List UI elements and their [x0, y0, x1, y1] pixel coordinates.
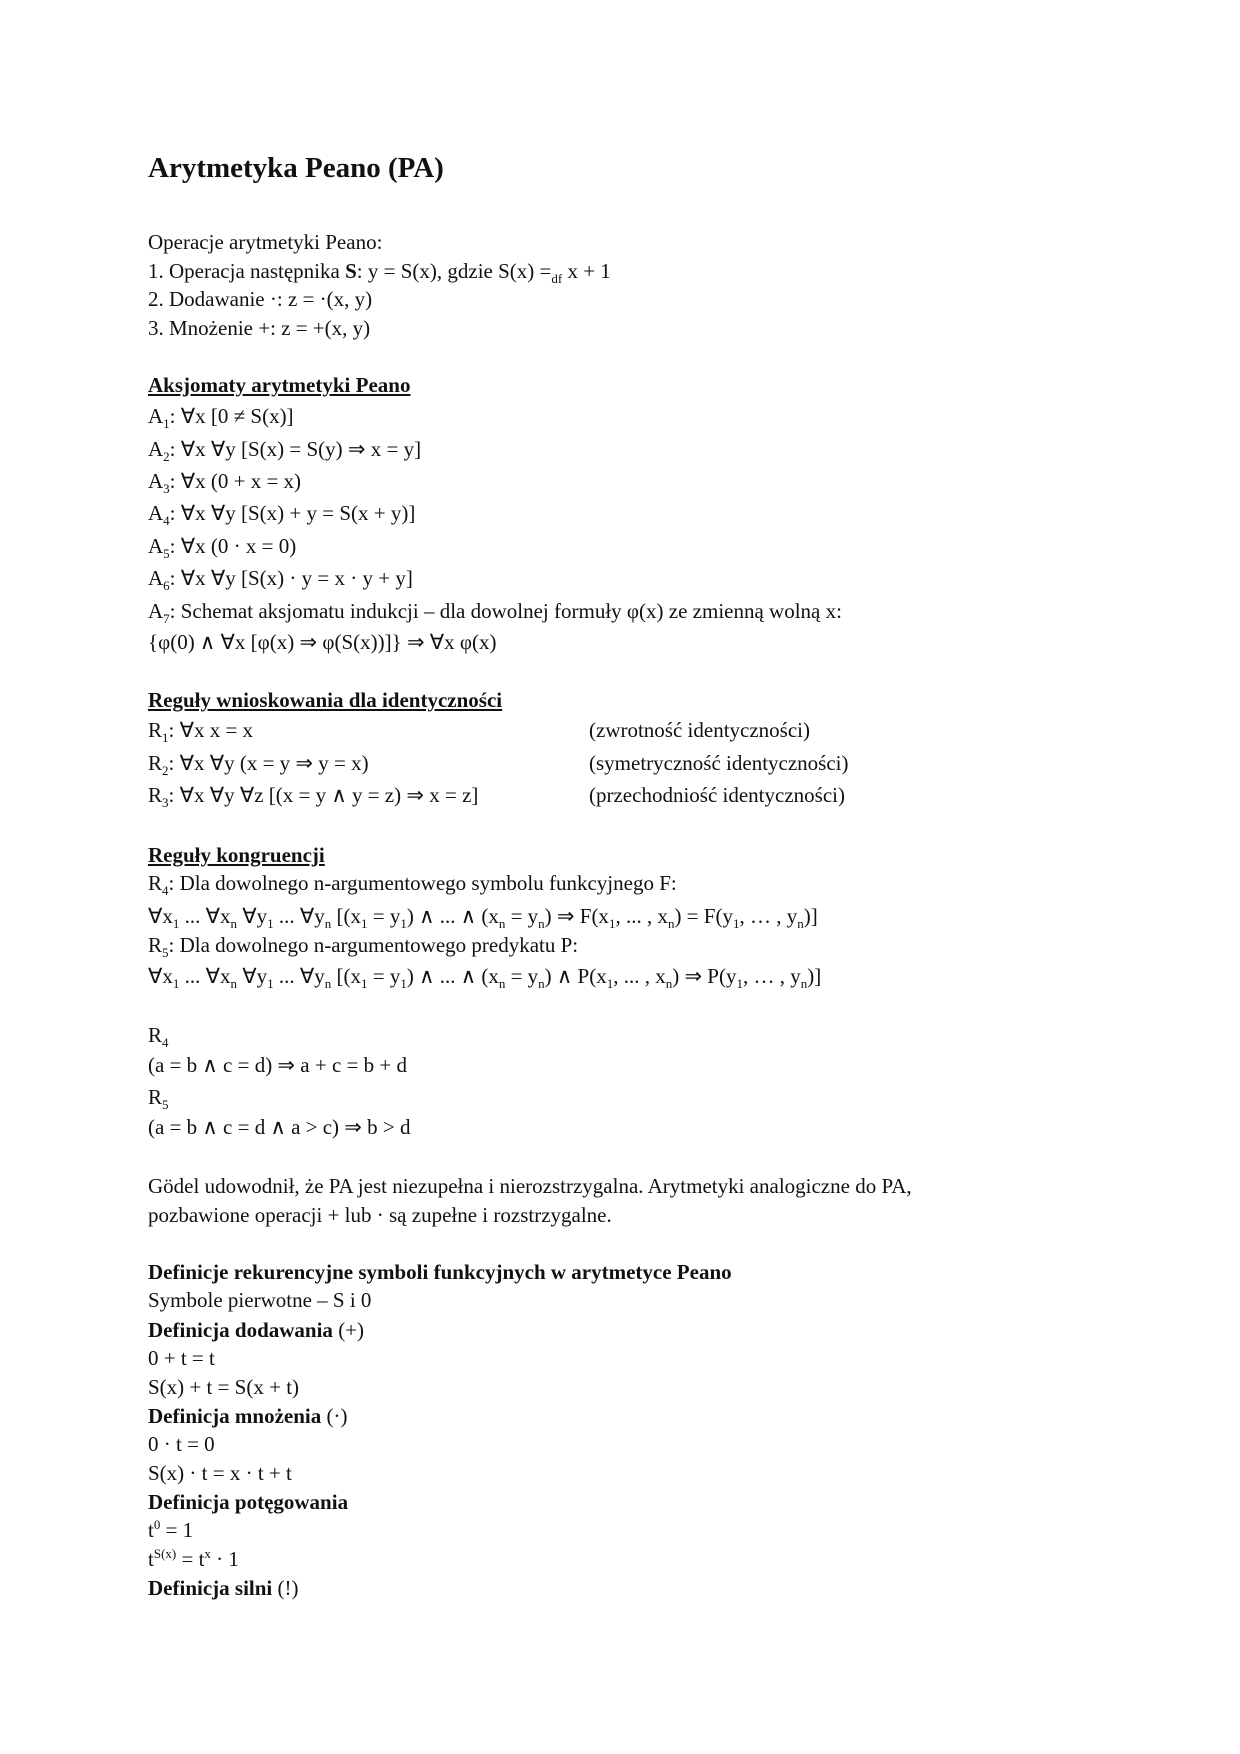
text-segment: : y = S(x), gdzie S(x) =: [356, 259, 552, 283]
text-line: [148, 258, 611, 287]
text-segment: · 1: [210, 1547, 239, 1571]
text-segment: ) ⇒ P(y: [672, 964, 737, 988]
text-segment: ) ⇒ F(x: [544, 904, 609, 928]
text-segment: 3. Mnożenie +: z = +(x, y): [148, 316, 371, 340]
text-line: [148, 1114, 410, 1140]
text-segment: pozbawione operacji + lub · są zupełne i rozstrzygalne.: [148, 1203, 612, 1227]
text-segment: : Schemat aksjomatu indukcji – dla dowolnej formuły φ(x) ze zmienną wolną x:: [169, 599, 842, 623]
text-segment: 1. Operacja następnika: [148, 259, 346, 283]
text-segment: ... ∀x: [179, 964, 231, 988]
text-segment: : Dla dowolnego n-argumentowego symbolu funkcyjnego F:: [168, 871, 677, 895]
text-segment: ) ∧ ... ∧ (x: [406, 904, 499, 928]
subscript: n: [667, 916, 675, 932]
text-line: [148, 1403, 347, 1429]
text-line: [148, 932, 579, 961]
text-segment: (!): [272, 1576, 299, 1600]
text-segment: [(x: [331, 904, 361, 928]
subscript: 2: [163, 449, 170, 465]
text-segment: = t: [176, 1547, 205, 1571]
text-segment: ∀y: [237, 904, 268, 928]
text-segment: R: [148, 1085, 163, 1109]
subscript: n: [324, 916, 332, 932]
subscript: n: [498, 976, 506, 992]
text-segment: ) ∧ ... ∧ (x: [406, 964, 499, 988]
subscript: n: [230, 916, 237, 932]
text-segment: Reguły wnioskowania dla identyczności: [148, 688, 503, 712]
page-title: Arytmetyka Peano (PA): [148, 152, 444, 184]
text-segment: ) = F(y: [674, 904, 733, 928]
text-segment: = y: [367, 904, 401, 928]
text-segment: , … , y: [742, 964, 801, 988]
subscript: 1: [172, 916, 180, 932]
section-heading: [148, 687, 502, 713]
text-segment: A: [148, 469, 164, 493]
text-segment: (a = b ∧ c = d) ⇒ a + c = b + d: [148, 1053, 407, 1077]
text-segment: : ∀x x = x: [168, 718, 254, 742]
text-segment: , … , y: [739, 904, 798, 928]
subscript: 1: [267, 976, 274, 992]
text-segment: : ∀x ∀y [S(x) · y = x · y + y]: [169, 566, 413, 590]
text-segment: , ... , x: [615, 904, 668, 928]
text-segment: , ... , x: [613, 964, 666, 988]
text-line: [148, 403, 294, 432]
text-line: [148, 963, 822, 992]
subscript: n: [538, 976, 545, 992]
text-line: [148, 1202, 612, 1228]
text-segment: S(x) + t = S(x + t): [148, 1375, 300, 1399]
text-line: [148, 229, 382, 255]
text-segment: A: [148, 534, 164, 558]
text-line: [148, 1575, 298, 1601]
text-segment: Symbole pierwotne – S i 0: [148, 1288, 372, 1312]
text-segment: = y: [367, 964, 401, 988]
text-segment: Gödel udowodnił, że PA jest niezupełna i nierozstrzygalna. Arytmetyki analogiczne do PA,: [148, 1174, 912, 1198]
text-segment: Reguły kongruencji: [148, 843, 325, 867]
subscript: n: [538, 916, 545, 932]
text-segment: ... ∀x: [179, 904, 231, 928]
text-segment: 0 + t = t: [148, 1346, 215, 1370]
text-segment: ∀y: [237, 964, 268, 988]
subscript: 5: [162, 945, 169, 961]
text-segment: {φ(0) ∧ ∀x [φ(x) ⇒ φ(S(x))]} ⇒ ∀x φ(x): [148, 630, 497, 654]
text-segment: 2. Dodawanie ·: z = ·(x, y): [148, 287, 373, 311]
text-segment: 0 · t = 0: [148, 1432, 215, 1456]
text-line: [148, 1173, 912, 1199]
subscript: 1: [732, 916, 740, 932]
text-segment: ∀x: [148, 904, 173, 928]
text-segment: x + 1: [562, 259, 611, 283]
text-line: [148, 870, 677, 899]
subscript: n: [800, 976, 808, 992]
text-line: [148, 1345, 215, 1371]
subscript: 7: [163, 611, 170, 627]
subscript: 6: [163, 578, 170, 594]
text-segment: R: [148, 1023, 163, 1047]
text-segment: t: [148, 1518, 154, 1542]
text-segment: t: [148, 1547, 154, 1571]
text-line: [148, 500, 416, 529]
text-segment: R: [148, 718, 163, 742]
subscript: 5: [163, 546, 170, 562]
subscript: 2: [162, 763, 169, 779]
text-line: [148, 468, 302, 497]
subscript: 4: [163, 513, 170, 529]
text-segment: : ∀x ∀y ∀z [(x = y ∧ y = z) ⇒ x = z]: [168, 783, 479, 807]
section-heading: [148, 372, 410, 398]
text-segment: ∀x: [148, 964, 173, 988]
subscript: 1: [400, 976, 407, 992]
subscript: 4: [162, 1035, 169, 1051]
rule-comment: [589, 750, 849, 776]
text-segment: ... ∀y: [273, 904, 325, 928]
text-segment: Definicja potęgowania: [148, 1490, 349, 1514]
text-segment: Definicja mnożenia: [148, 1404, 322, 1428]
text-line: [148, 750, 369, 779]
text-segment: (zwrotność identyczności): [589, 718, 811, 742]
text-line: [148, 1374, 299, 1400]
text-line: [148, 1317, 364, 1343]
subscript: 1: [361, 916, 368, 932]
text-line: [148, 1022, 169, 1051]
text-line: [148, 1052, 407, 1078]
text-line: [148, 315, 370, 341]
text-segment: : ∀x (0 + x = x): [169, 469, 302, 493]
subscript: 1: [400, 916, 407, 932]
text-segment: = y: [505, 904, 539, 928]
text-segment: A: [148, 501, 164, 525]
text-line: [148, 436, 422, 465]
supscript: 0: [153, 1517, 161, 1532]
subscript: 5: [162, 1097, 169, 1113]
text-segment: Operacje arytmetyki Peano:: [148, 230, 383, 254]
subscript: df: [551, 271, 563, 287]
text-segment: R: [148, 933, 163, 957]
text-line: [148, 629, 497, 655]
supscript: x: [204, 1546, 211, 1561]
subscript: 3: [162, 795, 169, 811]
text-segment: [(x: [331, 964, 361, 988]
text-segment: S: [345, 259, 357, 283]
text-line: [148, 598, 842, 627]
text-line: [148, 717, 254, 746]
text-segment: : ∀x ∀y [S(x) = S(y) ⇒ x = y]: [169, 437, 422, 461]
text-line: [148, 1517, 193, 1543]
text-segment: Definicja dodawania: [148, 1318, 333, 1342]
subscript: 1: [608, 916, 616, 932]
subscript: 1: [361, 976, 368, 992]
subscript: 1: [162, 730, 169, 746]
text-line: [148, 1287, 371, 1313]
rule-comment: [589, 717, 810, 743]
text-segment: (symetryczność identyczności): [589, 751, 849, 775]
subscript: 4: [162, 883, 169, 899]
text-segment: )]: [807, 964, 822, 988]
text-line: [148, 286, 372, 312]
subscript: n: [665, 976, 673, 992]
text-segment: A: [148, 404, 164, 428]
text-segment: Definicja silni: [148, 1576, 273, 1600]
text-segment: S(x) · t = x · t + t: [148, 1461, 292, 1485]
text-segment: = 1: [160, 1518, 194, 1542]
subscript: 1: [736, 976, 743, 992]
text-line: [148, 1431, 215, 1457]
text-line: [148, 533, 297, 562]
text-segment: ) ∧ P(x: [544, 964, 607, 988]
section-heading: [148, 1259, 732, 1285]
text-segment: : ∀x (0 · x = 0): [169, 534, 297, 558]
text-line: [148, 1460, 292, 1486]
text-segment: (+): [332, 1318, 365, 1342]
text-segment: (a = b ∧ c = d ∧ a > c) ⇒ b > d: [148, 1115, 411, 1139]
subscript: n: [324, 976, 332, 992]
text-segment: A: [148, 437, 164, 461]
text-segment: A: [148, 566, 164, 590]
subscript: 3: [163, 481, 170, 497]
section-heading: [148, 842, 325, 868]
subscript: n: [797, 916, 804, 932]
text-segment: ... ∀y: [273, 964, 325, 988]
subscript: 1: [172, 976, 180, 992]
subscript: 1: [163, 416, 170, 432]
text-segment: : Dla dowolnego n-argumentowego predykatu P:: [168, 933, 579, 957]
text-segment: A: [148, 599, 164, 623]
subscript: 1: [267, 916, 274, 932]
text-segment: )]: [803, 904, 818, 928]
text-line: [148, 565, 413, 594]
text-segment: : ∀x ∀y [S(x) + y = S(x + y)]: [169, 501, 416, 525]
text-segment: (przechodniość identyczności): [589, 783, 845, 807]
text-segment: : ∀x [0 ≠ S(x)]: [169, 404, 294, 428]
subscript: n: [230, 976, 237, 992]
text-segment: Definicje rekurencyjne symboli funkcyjnych w arytmetyce Peano: [148, 1260, 732, 1284]
subscript: 1: [606, 976, 614, 992]
text-segment: (·): [321, 1404, 348, 1428]
text-line: [148, 1489, 348, 1515]
text-line: [148, 1084, 169, 1113]
text-segment: = y: [505, 964, 539, 988]
rule-comment: [589, 782, 845, 808]
text-segment: : ∀x ∀y (x = y ⇒ y = x): [168, 751, 369, 775]
subscript: n: [498, 916, 506, 932]
text-line: [148, 1546, 239, 1572]
supscript: S(x): [153, 1546, 177, 1561]
text-line: [148, 782, 479, 811]
text-segment: R: [148, 783, 163, 807]
text-segment: R: [148, 751, 163, 775]
text-segment: R: [148, 871, 163, 895]
text-line: [148, 903, 818, 932]
text-segment: Aksjomaty arytmetyki Peano: [148, 373, 411, 397]
